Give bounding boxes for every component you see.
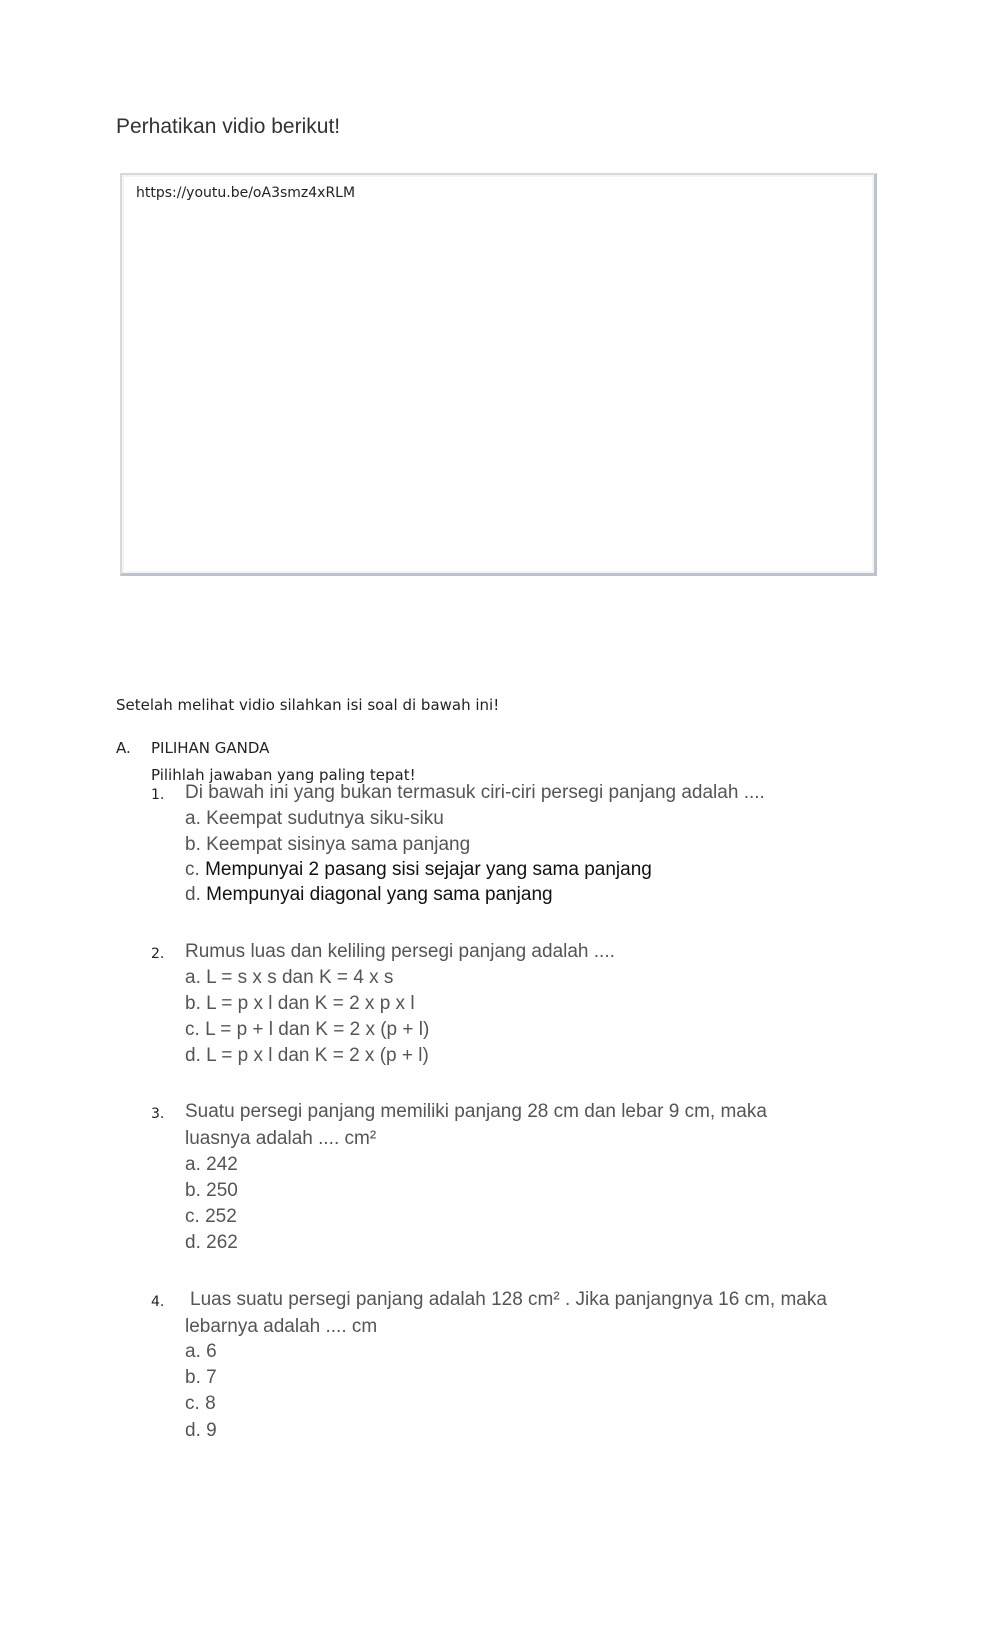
option-text: 252 xyxy=(205,1206,237,1227)
option-label: d. xyxy=(185,884,201,905)
question-2-text: Rumus luas dan keliling persegi panjang adalah .... xyxy=(185,941,615,962)
video-link[interactable]: https://youtu.be/oA3smz4xRLM xyxy=(136,185,356,201)
option-text: Mempunyai 2 pasang sisi sejajar yang sama panjang xyxy=(205,859,652,880)
option-text: 242 xyxy=(206,1154,238,1175)
option-text: 6 xyxy=(206,1341,217,1362)
question-4-option-c[interactable] xyxy=(185,1390,216,1417)
option-label: a. xyxy=(185,967,201,988)
option-text: 9 xyxy=(206,1420,217,1441)
option-label: c. xyxy=(185,859,200,880)
option-text: Mempunyai diagonal yang sama panjang xyxy=(206,884,553,905)
option-label: d. xyxy=(185,1045,201,1066)
option-label: b. xyxy=(185,1180,201,1201)
option-text: L = p + l dan K = 2 x (p + l) xyxy=(205,1019,430,1040)
section-title: PILIHAN GANDA xyxy=(151,739,270,757)
question-4-number: 4. xyxy=(151,1294,165,1310)
option-text: L = p x l dan K = 2 x (p + l) xyxy=(206,1045,429,1066)
question-3-text: Suatu persegi panjang memiliki panjang 28 cm dan lebar 9 cm, maka luasnya adalah .... cm² xyxy=(185,1101,767,1149)
option-label: c. xyxy=(185,1393,200,1414)
question-4-text: Luas suatu persegi panjang adalah 128 cm² . Jika panjangnya 16 cm, maka lebarnya adalah .... cm xyxy=(185,1289,827,1337)
option-label: b. xyxy=(185,993,201,1014)
question-1-text: Di bawah ini yang bukan termasuk ciri-ciri persegi panjang adalah .... xyxy=(185,782,765,803)
option-text: Keempat sudutnya siku-siku xyxy=(206,808,444,829)
option-text: 7 xyxy=(206,1367,217,1388)
option-label: c. xyxy=(185,1019,200,1040)
question-2-option-a[interactable] xyxy=(185,964,393,991)
question-4-option-d[interactable] xyxy=(185,1417,217,1444)
option-label: d. xyxy=(185,1420,201,1441)
option-text: Keempat sisinya sama panjang xyxy=(206,834,471,855)
option-text: 250 xyxy=(206,1180,238,1201)
question-3-option-b[interactable] xyxy=(185,1177,238,1204)
question-3-option-d[interactable] xyxy=(185,1229,238,1256)
question-1-option-c[interactable] xyxy=(185,856,652,883)
question-2-option-b[interactable] xyxy=(185,990,415,1017)
option-label: a. xyxy=(185,808,201,829)
page-heading: Perhatikan vidio berikut! xyxy=(116,115,341,138)
section-letter: A. xyxy=(116,739,131,757)
question-2-number: 2. xyxy=(151,946,165,962)
question-1-option-b[interactable] xyxy=(185,831,470,858)
option-text: L = p x l dan K = 2 x p x l xyxy=(206,993,415,1014)
video-embed-box[interactable] xyxy=(120,173,877,576)
option-text: 262 xyxy=(206,1232,238,1253)
question-2-option-c[interactable] xyxy=(185,1016,429,1043)
section-instruction: Pilihlah jawaban yang paling tepat! xyxy=(151,766,416,784)
question-1-option-a[interactable] xyxy=(185,805,444,832)
question-3-option-c[interactable] xyxy=(185,1203,237,1230)
question-4-option-a[interactable] xyxy=(185,1338,217,1365)
option-label: c. xyxy=(185,1206,200,1227)
intro-text: Setelah melihat vidio silahkan isi soal di bawah ini! xyxy=(116,696,500,714)
option-text: L = s x s dan K = 4 x s xyxy=(206,967,394,988)
option-label: b. xyxy=(185,1367,201,1388)
option-label: a. xyxy=(185,1154,201,1175)
question-3-number: 3. xyxy=(151,1106,165,1122)
question-4-option-b[interactable] xyxy=(185,1364,217,1391)
option-label: a. xyxy=(185,1341,201,1362)
question-1-number: 1. xyxy=(151,787,165,803)
question-1-option-d[interactable] xyxy=(185,881,553,908)
option-text: 8 xyxy=(205,1393,216,1414)
question-2-option-d[interactable] xyxy=(185,1042,429,1069)
question-3-option-a[interactable] xyxy=(185,1151,238,1178)
option-label: d. xyxy=(185,1232,201,1253)
option-label: b. xyxy=(185,834,201,855)
